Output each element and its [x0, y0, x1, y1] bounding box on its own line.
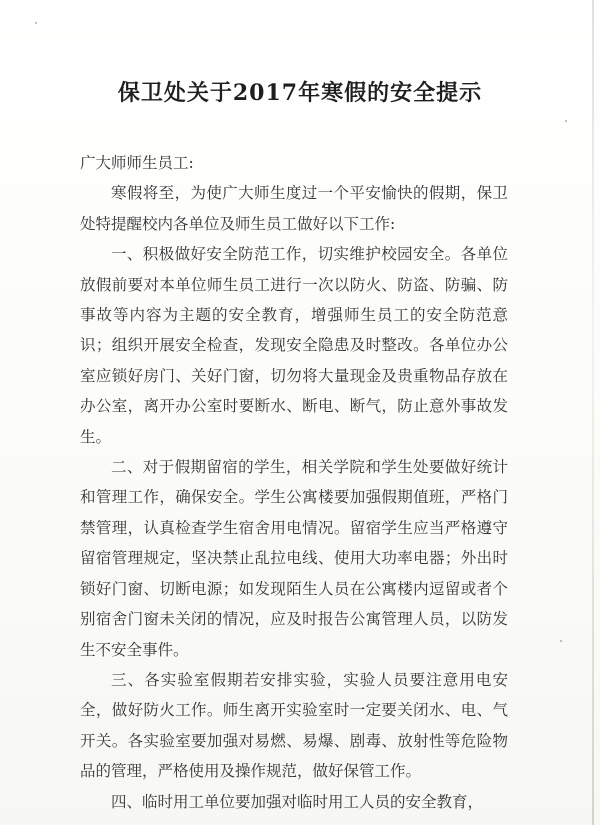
paragraph-item-2: 二、对于假期留宿的学生，相关学院和学生处要做好统计和管理工作，确保安全。学生公寓楼要加强假期值班，严格门禁管理，认真检查学生宿舍用电情况。留宿学生应当严格遵守留宿管理规定，坚决禁止乱拉电线、使用大功率电器；外出时锁好门窗、切断电源；如发现陌生人员在公寓楼内逗留或者个别宿舍门窗未关闭的情况，应及时报告公寓管理人员，以防发生不安全事件。 [80, 458, 508, 659]
scan-speck [560, 640, 562, 642]
paragraph-intro: 寒假将至，为使广大师生度过一个平安愉快的假期，保卫处特提醒校内各单位及师生员工做好以下工作: [80, 184, 508, 233]
salutation: 广大师师生员工: [80, 154, 194, 172]
document-body [80, 148, 508, 817]
scan-edge-shadow [592, 0, 594, 825]
paragraph-item-4: 四、临时用工单位要加强对临时用工人员的安全教育， [111, 792, 484, 811]
paragraph-item-3: 三、各实验室假期若安排实验，实验人员要注意用电安全，做好防火工作。师生离开实验室时一定要关闭水、电、气开关。各实验室要加强对易燃、易爆、剧毒、放射性等危险物品的管理，严格使用及操作规范，做好保管工作。 [80, 670, 508, 781]
paragraph-item-1: 一、积极做好安全防范工作，切实维护校园安全。各单位放假前要对本单位师生员工进行一次以防火、防盗、防骗、防事故等内容为主题的安全教育，增强师生员工的安全防范意识；组织开展安全检查，发现安全隐患及时整改。各单位办公室应锁好房门、关好门窗，切勿将大量现金及贵重物品存放在办公室，离开办公室时要断水、断电、断气，防止意外事故发生。 [80, 245, 508, 446]
scan-speck [565, 120, 567, 122]
scan-speck [35, 22, 37, 24]
document-title: 保卫处关于2017年寒假的安全提示 [117, 80, 483, 106]
